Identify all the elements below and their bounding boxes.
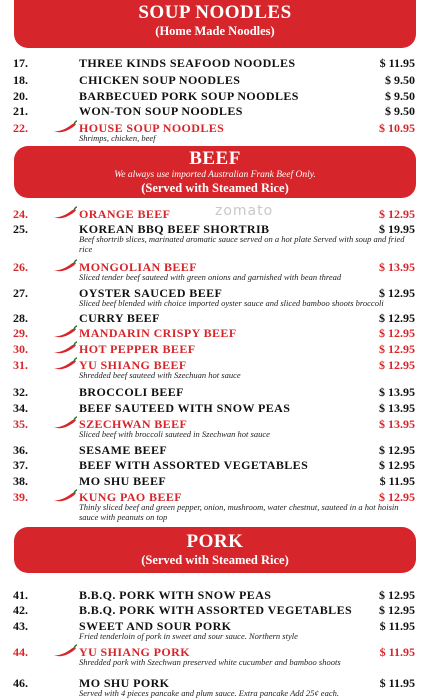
item-name: SWEET AND SOUR PORK bbox=[79, 619, 232, 633]
chili-pepper-icon bbox=[52, 416, 78, 430]
item-number: 17. bbox=[13, 56, 28, 70]
item-number: 24. bbox=[13, 207, 28, 221]
item-name: KOREAN BBQ BEEF SHORTRIB bbox=[79, 222, 270, 236]
item-name: SESAME BEEF bbox=[79, 443, 168, 457]
item-number: 38. bbox=[13, 474, 28, 488]
item-name: CHICKEN SOUP NOODLES bbox=[79, 73, 241, 87]
item-number: 25. bbox=[13, 222, 28, 236]
item-name: OYSTER SAUCED BEEF bbox=[79, 286, 223, 300]
item-number: 20. bbox=[13, 89, 28, 103]
item-number: 36. bbox=[13, 443, 28, 457]
item-description: Shredded beef sauteed with Szechuan hot sauce bbox=[79, 370, 241, 380]
item-name: MANDARIN CRISPY BEEF bbox=[79, 326, 237, 340]
item-name: YU SHIANG BEEF bbox=[79, 358, 187, 372]
item-description: Thinly sliced beef and green pepper, onion, mushroom, water chestnut, sauteed in a hot hoisin sauce with peanuts on top bbox=[79, 502, 399, 522]
item-number: 44. bbox=[13, 645, 28, 659]
section-subtitle: (Served with Steamed Rice) bbox=[141, 181, 289, 195]
item-number: 46. bbox=[13, 676, 28, 690]
item-price: $ 13.95 bbox=[379, 385, 415, 399]
item-price: $ 12.95 bbox=[379, 588, 415, 602]
item-name: MONGOLIAN BEEF bbox=[79, 260, 197, 274]
item-number: 32. bbox=[13, 385, 28, 399]
item-number: 26. bbox=[13, 260, 28, 274]
item-name: BROCCOLI BEEF bbox=[79, 385, 184, 399]
chili-pepper-icon bbox=[52, 489, 78, 503]
section-title: PORK bbox=[186, 531, 244, 552]
item-price: $ 9.50 bbox=[385, 104, 415, 118]
item-number: 35. bbox=[13, 417, 28, 431]
item-name: BEEF SAUTEED WITH SNOW PEAS bbox=[79, 401, 291, 415]
item-number: 28. bbox=[13, 311, 28, 325]
item-name: YU SHIANG PORK bbox=[79, 645, 190, 659]
item-price: $ 12.95 bbox=[379, 207, 415, 221]
item-price: $ 13.95 bbox=[379, 260, 415, 274]
item-number: 42. bbox=[13, 603, 28, 617]
item-price: $ 12.95 bbox=[379, 286, 415, 300]
item-price: $ 9.50 bbox=[385, 89, 415, 103]
chili-pepper-icon bbox=[52, 259, 78, 273]
chili-pepper-icon bbox=[52, 120, 78, 134]
item-number: 39. bbox=[13, 490, 28, 504]
item-name: SZECHWAN BEEF bbox=[79, 417, 188, 431]
item-name: B.B.Q. PORK WITH ASSORTED VEGETABLES bbox=[79, 603, 353, 617]
item-name: BEEF WITH ASSORTED VEGETABLES bbox=[79, 458, 309, 472]
chili-pepper-icon bbox=[52, 341, 78, 355]
section-banner-beef bbox=[14, 146, 416, 198]
item-price: $ 12.95 bbox=[379, 458, 415, 472]
item-description: Sliced beef with broccoli sauteed in Szechwan hot sauce bbox=[79, 429, 270, 439]
item-price: $ 12.95 bbox=[379, 326, 415, 340]
item-price: $ 11.95 bbox=[379, 676, 415, 690]
item-price: $ 11.95 bbox=[379, 56, 415, 70]
item-name: HOT PEPPER BEEF bbox=[79, 342, 196, 356]
item-description: Served with 4 pieces pancake and plum sauce. Extra pancake Add 25¢ each. bbox=[79, 688, 339, 698]
chili-pepper-icon bbox=[52, 644, 78, 658]
item-description: Shrimps, chicken, beef bbox=[79, 133, 156, 143]
section-subtitle: (Home Made Noodles) bbox=[155, 24, 275, 38]
item-price: $ 12.95 bbox=[379, 443, 415, 457]
watermark: zomato bbox=[215, 203, 274, 219]
item-number: 18. bbox=[13, 73, 28, 87]
item-name: MO SHU PORK bbox=[79, 676, 170, 690]
item-price: $ 11.95 bbox=[379, 474, 415, 488]
item-price: $ 10.95 bbox=[379, 121, 415, 135]
item-price: $ 9.50 bbox=[385, 73, 415, 87]
item-price: $ 12.95 bbox=[379, 603, 415, 617]
item-price: $ 11.95 bbox=[379, 619, 415, 633]
item-number: 21. bbox=[13, 104, 28, 118]
item-price: $ 12.95 bbox=[379, 490, 415, 504]
chili-pepper-icon bbox=[52, 206, 78, 220]
section-subtitle: (Served with Steamed Rice) bbox=[141, 553, 289, 567]
item-description: Sliced beef blended with choice imported oyster sauce and sliced bamboo shoots broccoli bbox=[79, 298, 384, 308]
item-number: 43. bbox=[13, 619, 28, 633]
item-description: Sliced tender beef sauteed with green onions and garnished with bean thread bbox=[79, 272, 342, 282]
section-banner-soup-noodles bbox=[14, 0, 416, 48]
item-name: HOUSE SOUP NOODLES bbox=[79, 121, 225, 135]
item-price: $ 12.95 bbox=[379, 342, 415, 356]
item-description: Fried tenderloin of pork in sweet and sour sauce. Northern style bbox=[79, 631, 298, 641]
item-description: Beef shortrib slices, marinated aromatic sauce served on a hot plate Served with soup and fried rice bbox=[79, 234, 405, 254]
section-title: SOUP NOODLES bbox=[138, 2, 292, 23]
item-price: $ 11.95 bbox=[379, 645, 415, 659]
item-name: THREE KINDS SEAFOOD NOODLES bbox=[79, 56, 296, 70]
item-price: $ 13.95 bbox=[379, 417, 415, 431]
item-number: 31. bbox=[13, 358, 28, 372]
item-description: Shredded pork with Szechwan preserved white cucumber and bamboo shoots bbox=[79, 657, 341, 667]
item-name: BARBECUED PORK SOUP NOODLES bbox=[79, 89, 299, 103]
item-name: ORANGE BEEF bbox=[79, 207, 171, 221]
section-note: We always use imported Australian Frank Beef Only. bbox=[114, 170, 316, 180]
item-name: MO SHU BEEF bbox=[79, 474, 167, 488]
item-price: $ 12.95 bbox=[379, 358, 415, 372]
item-name: B.B.Q. PORK WITH SNOW PEAS bbox=[79, 588, 272, 602]
chili-pepper-icon bbox=[52, 357, 78, 371]
item-number: 37. bbox=[13, 458, 28, 472]
item-number: 29. bbox=[13, 326, 28, 340]
item-price: $ 12.95 bbox=[379, 311, 415, 325]
chili-pepper-icon bbox=[52, 325, 78, 339]
item-price: $ 13.95 bbox=[379, 401, 415, 415]
item-name: WON-TON SOUP NOODLES bbox=[79, 104, 243, 118]
section-banner-pork bbox=[14, 527, 416, 573]
item-number: 34. bbox=[13, 401, 28, 415]
item-number: 41. bbox=[13, 588, 28, 602]
item-name: KUNG PAO BEEF bbox=[79, 490, 182, 504]
item-name: CURRY BEEF bbox=[79, 311, 160, 325]
section-title: BEEF bbox=[189, 148, 241, 169]
item-number: 30. bbox=[13, 342, 28, 356]
item-number: 27. bbox=[13, 286, 28, 300]
item-price: $ 19.95 bbox=[379, 222, 415, 236]
item-number: 22. bbox=[13, 121, 28, 135]
